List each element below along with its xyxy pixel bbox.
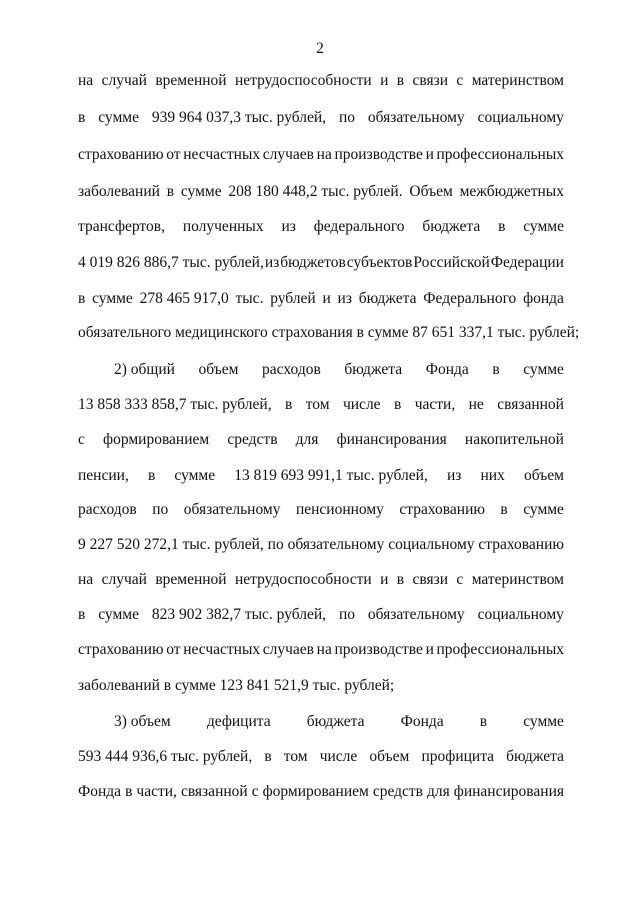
text-fragment: на <box>316 146 332 163</box>
text-fragment: них <box>480 467 505 484</box>
text-fragment: случай <box>101 72 147 89</box>
text-fragment: 13 858 333 858,7 тыс. рублей, <box>78 396 272 413</box>
text-line <box>78 108 564 128</box>
text-line <box>78 676 564 696</box>
text-fragment: бюджета <box>422 218 481 235</box>
text-fragment: связанной <box>180 783 248 800</box>
text-fragment: профессиональных <box>436 641 564 658</box>
text-fragment: случаев <box>262 146 315 163</box>
text-fragment: временной <box>155 72 227 89</box>
text-fragment: сумме <box>523 361 564 378</box>
text-fragment: обязательному <box>367 606 465 623</box>
text-fragment: на <box>78 571 94 588</box>
text-line <box>78 289 564 309</box>
text-fragment: и <box>380 72 389 89</box>
text-fragment: числе <box>319 748 358 765</box>
text-fragment: по <box>267 536 284 553</box>
text-fragment: в <box>147 467 156 484</box>
text-fragment: сумме <box>98 606 139 623</box>
text-fragment: из <box>264 254 280 271</box>
text-line <box>78 145 564 165</box>
text-fragment: 939 964 037,3 тыс. рублей, <box>151 109 327 126</box>
text-fragment: 9 227 520 272,1 <box>78 536 179 553</box>
text-fragment: 4 019 826 886,7 тыс. рублей, <box>78 254 264 271</box>
text-fragment: рублей <box>270 290 316 307</box>
text-line <box>78 182 564 202</box>
text-fragment: связи <box>412 571 449 588</box>
text-fragment: заболеваний <box>78 183 160 200</box>
text-fragment: бюджета <box>344 361 403 378</box>
text-fragment: нетрудоспособности <box>234 72 372 89</box>
text-fragment: в <box>479 713 488 730</box>
text-fragment: в <box>166 183 175 200</box>
text-fragment: Федерального <box>423 290 517 307</box>
text-fragment: временной <box>155 571 227 588</box>
text-fragment: 593 444 936,6 тыс. рублей, <box>78 748 253 765</box>
text-fragment: по <box>338 109 356 126</box>
text-fragment: Российской <box>413 254 490 271</box>
text-fragment: в <box>393 396 402 413</box>
text-line <box>78 782 564 802</box>
text-fragment: и <box>322 290 331 307</box>
text-fragment: и <box>380 571 389 588</box>
text-fragment: Фонда <box>78 783 122 800</box>
text-fragment: том <box>305 396 330 413</box>
text-fragment: и <box>425 146 434 163</box>
text-fragment: для <box>295 431 319 448</box>
text-fragment: в <box>264 748 272 765</box>
text-fragment: объем <box>369 748 410 765</box>
text-fragment: Фонда <box>425 361 469 378</box>
text-fragment: на <box>316 641 332 658</box>
text-fragment: в <box>125 783 133 800</box>
text-fragment: социальному <box>477 606 564 623</box>
text-fragment: профессиональных <box>436 146 564 163</box>
text-fragment: по <box>152 501 169 518</box>
text-fragment: межбюджетных <box>459 183 564 200</box>
text-fragment: материнством <box>471 571 564 588</box>
text-fragment: в <box>500 501 508 518</box>
text-fragment: 13 819 693 991,1 тыс. рублей, <box>234 467 428 484</box>
text-line <box>78 640 564 660</box>
text-fragment: страхованию <box>78 146 164 163</box>
text-line <box>78 395 564 415</box>
text-line <box>78 605 564 625</box>
text-fragment: от <box>166 641 181 658</box>
text-fragment: том <box>283 748 308 765</box>
text-fragment: сумме <box>98 109 139 126</box>
text-fragment: формированием <box>103 431 210 448</box>
text-fragment: 208 180 448,2 тыс. рублей. <box>228 183 403 200</box>
text-fragment: в <box>396 72 405 89</box>
page-number: 2 <box>316 40 324 57</box>
text-fragment: не <box>468 396 484 413</box>
text-fragment: обязательному <box>183 501 281 518</box>
text-fragment: средств <box>227 431 278 448</box>
text-fragment: бюджета <box>358 290 417 307</box>
text-fragment: финансирования <box>336 431 447 448</box>
text-fragment: производстве <box>334 146 423 163</box>
text-fragment: профицита <box>421 748 495 765</box>
text-fragment: с <box>78 431 85 448</box>
text-line <box>78 430 564 450</box>
text-fragment: обязательного медицинского страхования в сумме 87 651 337,1 тыс. рублей; <box>78 324 580 341</box>
text-fragment: фонда <box>523 290 564 307</box>
text-fragment: заболеваний в сумме 123 841 521,9 тыс. рублей; <box>78 677 395 694</box>
text-fragment: в <box>284 396 293 413</box>
text-fragment: Федерации <box>490 254 564 271</box>
text-fragment: накопительной <box>464 431 564 448</box>
text-fragment: числе <box>342 396 381 413</box>
text-fragment: 3) объем <box>114 713 171 730</box>
text-fragment: финансирования <box>453 783 564 800</box>
text-fragment: производстве <box>334 641 423 658</box>
text-fragment: трансфертов, <box>78 218 165 235</box>
text-line <box>78 253 564 273</box>
text-fragment: бюджета <box>506 748 564 765</box>
text-fragment: от <box>166 146 181 163</box>
text-fragment: социальному <box>388 536 475 553</box>
text-fragment: 823 902 382,7 тыс. рублей, <box>151 606 327 623</box>
text-fragment: для <box>427 783 450 800</box>
text-fragment: полученных <box>182 218 264 235</box>
text-fragment: с <box>251 783 259 800</box>
text-fragment: из <box>337 290 352 307</box>
text-fragment: тыс. рублей, <box>182 536 264 553</box>
text-fragment: страхованию <box>78 641 164 658</box>
text-fragment: объем <box>198 361 239 378</box>
text-fragment: обязательному <box>367 109 465 126</box>
text-fragment: в <box>78 290 86 307</box>
text-fragment: в <box>492 361 500 378</box>
text-fragment: страхованию <box>399 501 485 518</box>
text-fragment: средств <box>372 783 423 800</box>
text-fragment: несчастных <box>183 146 261 163</box>
text-fragment: пенсии, <box>78 467 129 484</box>
text-line <box>78 535 564 555</box>
text-line <box>78 217 564 237</box>
text-fragment: бюджета <box>306 713 365 730</box>
text-fragment: сумме <box>174 467 216 484</box>
text-fragment: формированием <box>262 783 369 800</box>
text-line <box>78 466 564 486</box>
text-fragment: в <box>78 606 86 623</box>
text-fragment: бюджетов <box>280 254 346 271</box>
text-line <box>78 500 564 520</box>
text-fragment: случаев <box>262 641 315 658</box>
text-fragment: несчастных <box>183 641 261 658</box>
text-fragment: обязательному <box>287 536 385 553</box>
text-fragment: связанной <box>497 396 564 413</box>
text-fragment: сумме <box>523 713 564 730</box>
text-fragment: части, <box>414 396 456 413</box>
text-fragment: пенсионному <box>295 501 384 518</box>
text-fragment: в <box>78 109 86 126</box>
text-fragment: федерального <box>313 218 405 235</box>
text-fragment: в <box>396 571 405 588</box>
text-fragment: и <box>425 641 434 658</box>
text-fragment: с <box>456 72 464 89</box>
text-line <box>114 360 564 380</box>
text-fragment: части, <box>136 783 177 800</box>
text-fragment: нетрудоспособности <box>234 571 372 588</box>
text-fragment: 278 465 917,0 <box>139 290 229 307</box>
text-fragment: по <box>338 606 356 623</box>
text-fragment: на <box>78 72 94 89</box>
text-fragment: в <box>498 218 506 235</box>
text-fragment: материнством <box>471 72 564 89</box>
text-fragment: сумме <box>523 218 564 235</box>
text-fragment: объем <box>523 467 564 484</box>
text-fragment: случай <box>101 571 147 588</box>
text-fragment: с <box>456 571 464 588</box>
text-line <box>78 71 564 91</box>
text-fragment: страхованию <box>478 536 564 553</box>
text-fragment: сумме <box>523 501 564 518</box>
text-line <box>114 712 564 732</box>
text-line <box>78 570 564 590</box>
text-fragment: из <box>281 218 296 235</box>
text-fragment: сумме <box>92 290 133 307</box>
text-fragment: субъектов <box>346 254 413 271</box>
text-fragment: 2) общий <box>114 361 175 378</box>
text-fragment: расходов <box>78 501 137 518</box>
text-fragment: дефицита <box>206 713 271 730</box>
text-fragment: сумме <box>180 183 222 200</box>
text-fragment: из <box>446 467 462 484</box>
text-line <box>78 747 564 767</box>
text-line <box>78 323 580 343</box>
text-fragment: социальному <box>477 109 564 126</box>
text-fragment: Фонда <box>400 713 444 730</box>
text-fragment: связи <box>412 72 449 89</box>
text-fragment: Объем <box>409 183 453 200</box>
text-fragment: тыс. <box>235 290 264 307</box>
text-fragment: расходов <box>262 361 321 378</box>
